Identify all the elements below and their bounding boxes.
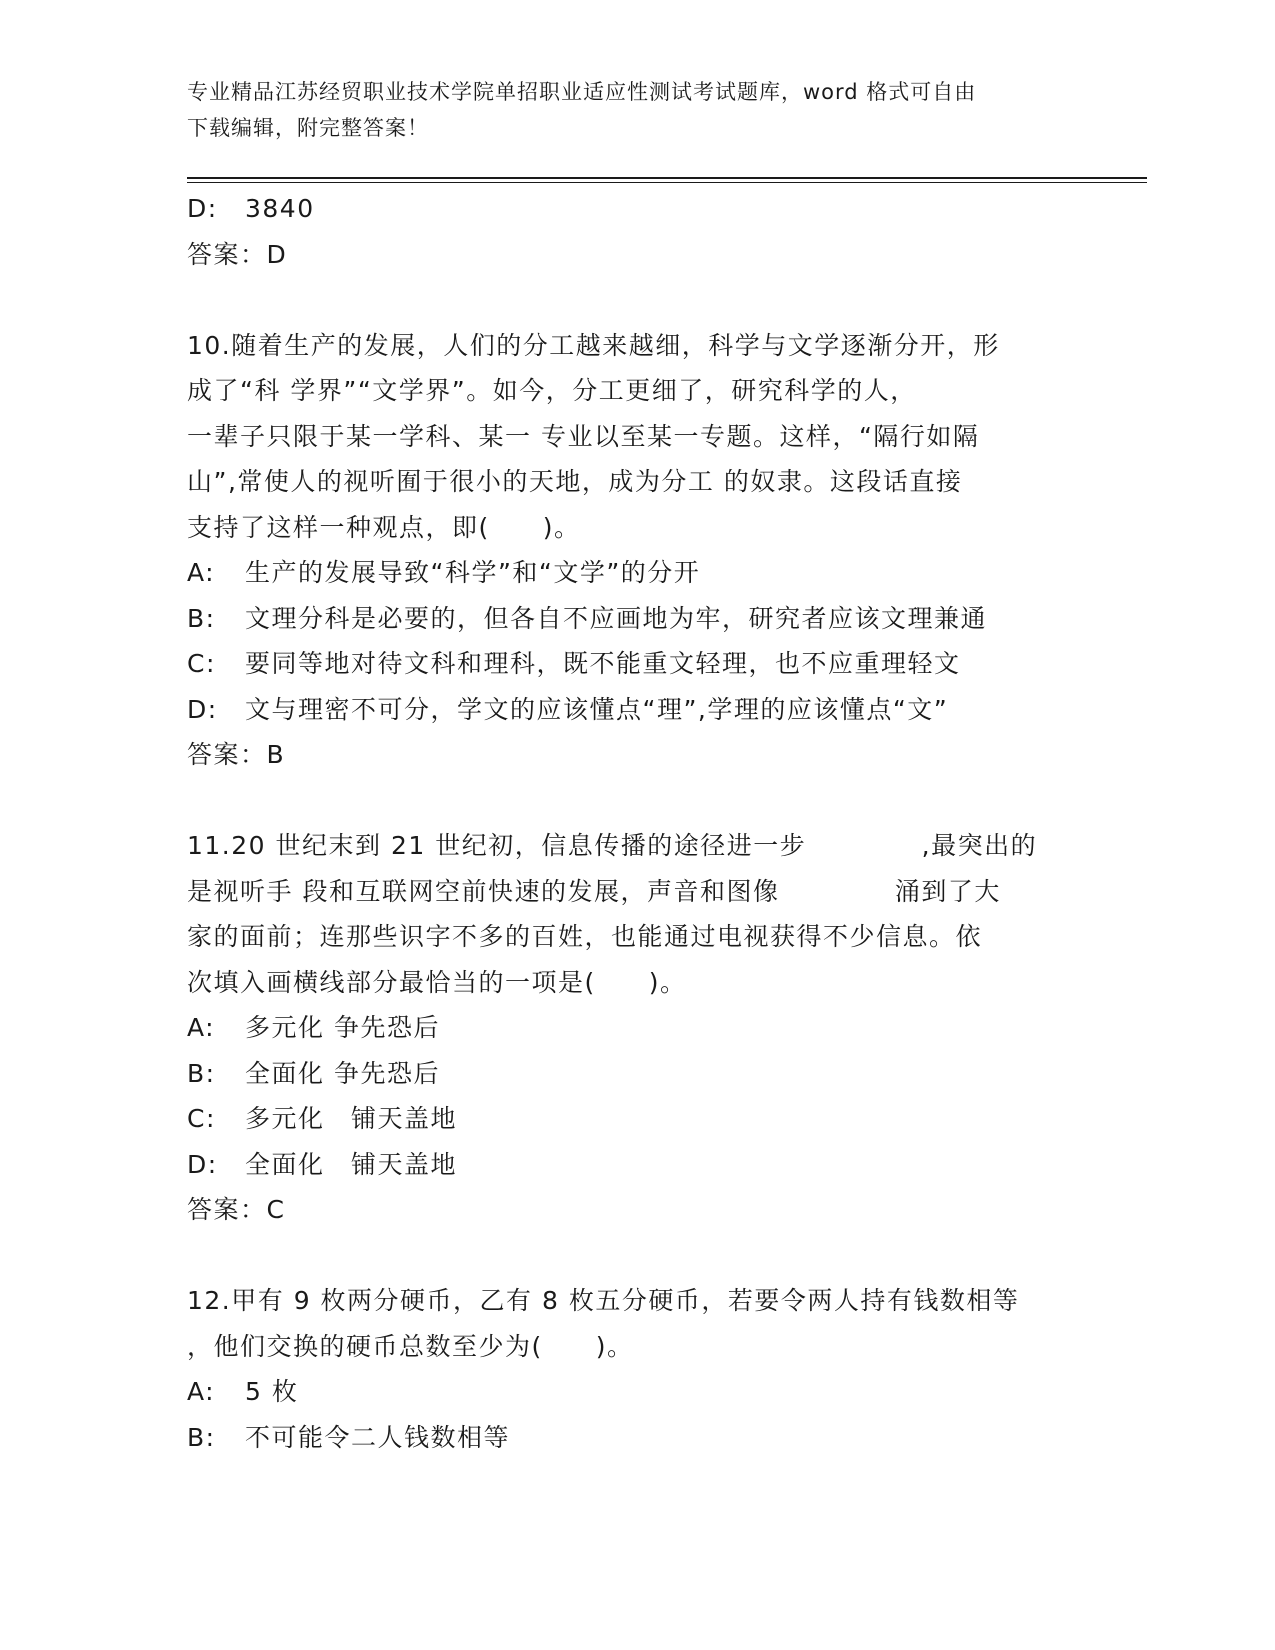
option-d [187,1142,1087,1188]
option-text: 多元化 争先恐后 [245,1013,440,1042]
option-b [187,1415,1087,1461]
question-text-line: 次填入画横线部分最恰当的一项是( )。 [187,967,687,997]
option-letter: B: [187,1422,216,1452]
option-text: 3840 [245,194,315,223]
header-divider-thin [187,182,1147,183]
option-d [187,687,1087,733]
question-text-line: 12.甲有 9 枚两分硬币，乙有 8 枚五分硬币，若要令两人持有钱数相等 [187,1286,1020,1315]
header-divider [187,177,1147,179]
spacer [187,277,1087,323]
question-text-line: 11.20 世纪末到 21 世纪初，信息传播的途径进一步 ,最突出的 [187,831,1038,860]
option-c [187,1096,1087,1142]
option-a [187,1005,1087,1051]
option-letter: C: [187,649,216,678]
question-11 [187,823,1087,1233]
answer-line: 答案：B [187,740,286,769]
question-text-line: 山”,常使人的视听囿于很小的天地，成为分工 的奴隶。这段话直接 [187,467,963,496]
option-c [187,641,1087,687]
option-letter: A: [187,1013,216,1042]
option-d [187,186,1087,232]
option-text: 5 枚 [245,1377,299,1406]
option-letter: D: [187,1149,218,1179]
question-text-line: 支持了这样一种观点，即( )。 [187,512,581,542]
header-line: 专业精品江苏经贸职业技术学院单招职业适应性测试考试题库，word 格式可自由 [187,80,977,104]
question-text-line: 一辈子只限于某一学科、某一 专业以至某一专题。这样，“隔行如隔 [187,421,980,451]
option-text: 生产的发展导致“科学”和“文学”的分开 [245,558,701,587]
question-text-line: 是视听手 段和互联网空前快速的发展，声音和图像 涌到了大 [187,876,1001,906]
question-10 [187,323,1087,778]
option-text: 文理分科是必要的，但各自不应画地为牢，研究者应该文理兼通 [245,603,988,633]
option-text: 要同等地对待文科和理科，既不能重文轻理，也不应重理轻文 [245,649,961,678]
option-b [187,596,1087,642]
question-12 [187,1278,1087,1460]
option-a [187,550,1087,596]
spacer [187,778,1087,824]
option-letter: A: [187,1377,216,1406]
option-b [187,1051,1087,1097]
question-text-line: ，他们交换的硬币总数至少为( )。 [187,1331,634,1361]
option-letter: A: [187,558,216,587]
option-text: 全面化 争先恐后 [245,1058,440,1088]
question-text-line: 10.随着生产的发展，人们的分工越来越细，科学与文学逐渐分开，形 [187,330,1000,360]
option-letter: B: [187,1058,216,1088]
spacer [187,1233,1087,1279]
option-letter: D: [187,194,218,223]
option-a [187,1369,1087,1415]
question-text-line: 家的面前；连那些识字不多的百姓，也能通过电视获得不少信息。依 [187,922,983,951]
option-text: 全面化 铺天盖地 [245,1149,458,1179]
question-content [187,186,1087,1460]
answer-line: 答案：C [187,1195,286,1224]
header-line: 下载编辑，附完整答案！ [187,116,429,140]
document-header [187,74,1087,146]
option-text: 多元化 铺天盖地 [245,1104,458,1133]
option-text: 文与理密不可分，学文的应该懂点“理”,学理的应该懂点“文” [245,694,949,724]
option-letter: C: [187,1104,216,1133]
option-letter: B: [187,603,216,633]
question-text-line: 成了“科 学界”“文学界”。如今，分工更细了，研究科学的人， [187,376,917,405]
option-letter: D: [187,694,218,724]
answer-line: 答案：D [187,239,288,269]
option-text: 不可能令二人钱数相等 [245,1422,511,1452]
